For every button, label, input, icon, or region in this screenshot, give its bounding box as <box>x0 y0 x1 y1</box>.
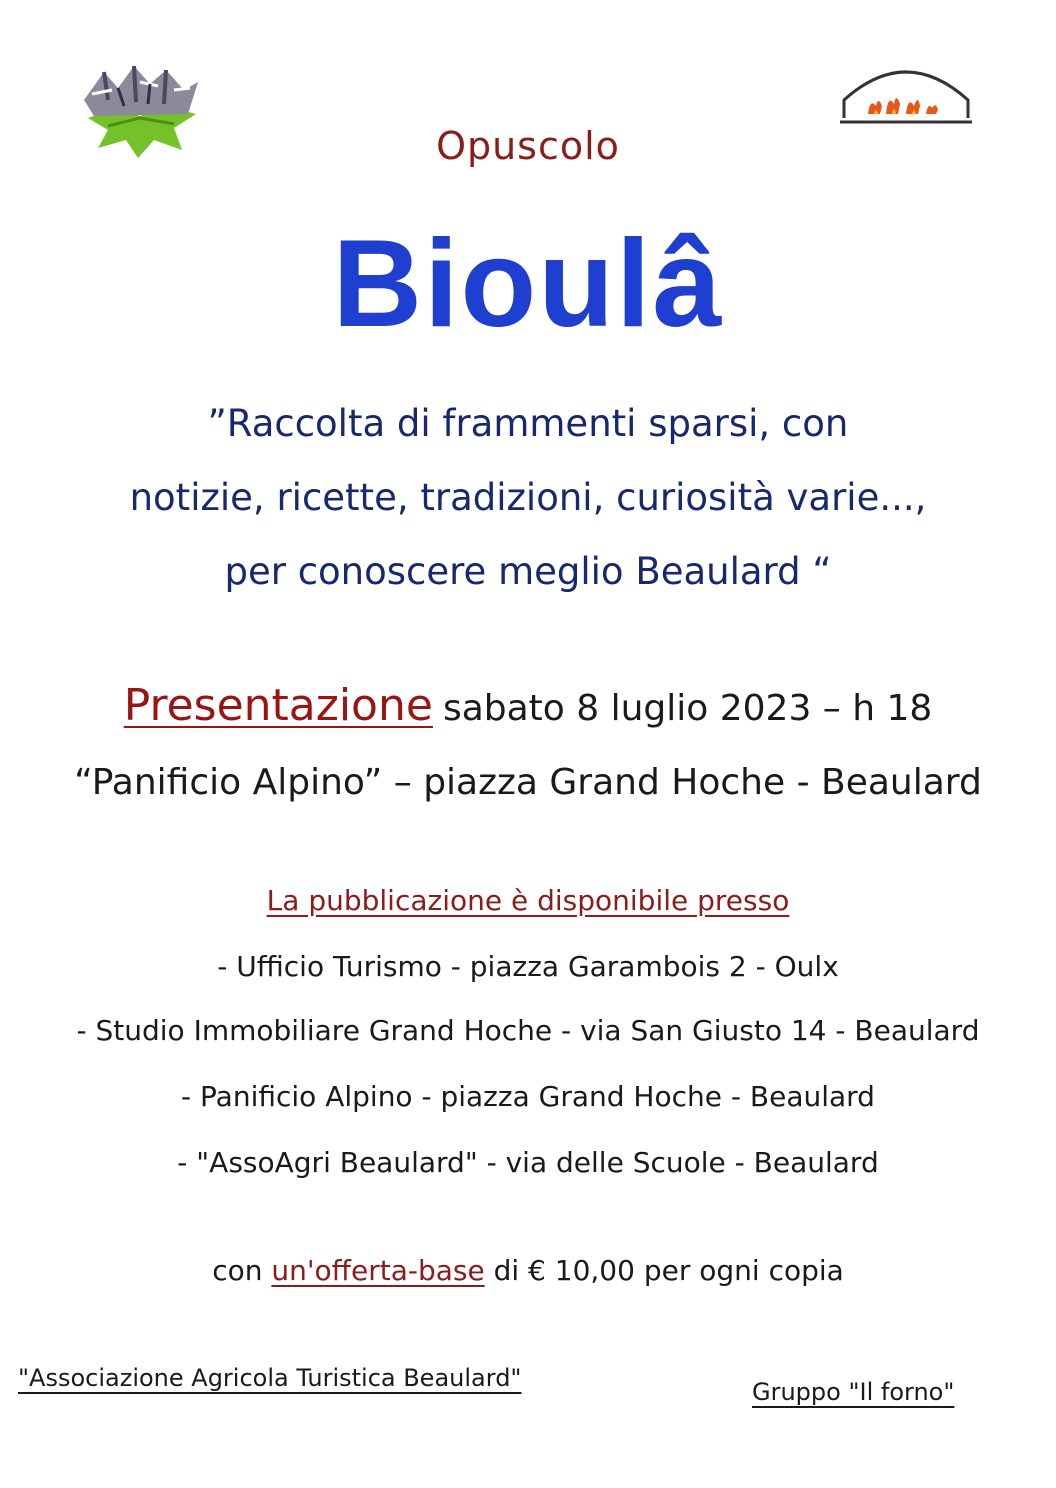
subtitle-line-2: notizie, ricette, tradizioni, curiosità varie..., <box>129 476 927 519</box>
footer-group: Gruppo "Il forno" <box>752 1378 955 1406</box>
presentation-label: Presentazione <box>123 680 433 731</box>
offer-highlight: un'offerta-base <box>271 1254 485 1287</box>
subtitle-line-1: ”Raccolta di frammenti sparsi, con <box>207 402 849 445</box>
availability-point: - Studio Immobiliare Grand Hoche - via San Giusto 14 - Beaulard <box>76 1014 980 1047</box>
availability-point: - Panificio Alpino - piazza Grand Hoche - Beaulard <box>181 1080 875 1113</box>
footer-association: "Associazione Agricola Turistica Beaulard" <box>18 1364 522 1392</box>
kicker-text: Opuscolo <box>436 124 620 168</box>
bread-oven-logo-icon <box>836 52 976 132</box>
presentation-line <box>0 680 1056 731</box>
presentation-datetime: sabato 8 luglio 2023 – h 18 <box>442 688 933 729</box>
offer-prefix: con <box>212 1254 272 1287</box>
availability-heading: La pubblicazione è disponibile presso <box>266 884 790 917</box>
availability-point: - Ufficio Turismo - piazza Garambois 2 - Oulx <box>217 950 839 983</box>
venue-line: “Panificio Alpino” – piazza Grand Hoche - Beaulard <box>74 762 982 803</box>
offer-line <box>0 1254 1056 1287</box>
main-title: Bioulâ <box>332 215 724 353</box>
availability-point: - "AssoAgri Beaulard" - via delle Scuole - Beaulard <box>177 1146 879 1179</box>
subtitle-line-3: per conoscere meglio Beaulard “ <box>224 550 832 593</box>
offer-suffix: di € 10,00 per ogni copia <box>484 1254 844 1287</box>
